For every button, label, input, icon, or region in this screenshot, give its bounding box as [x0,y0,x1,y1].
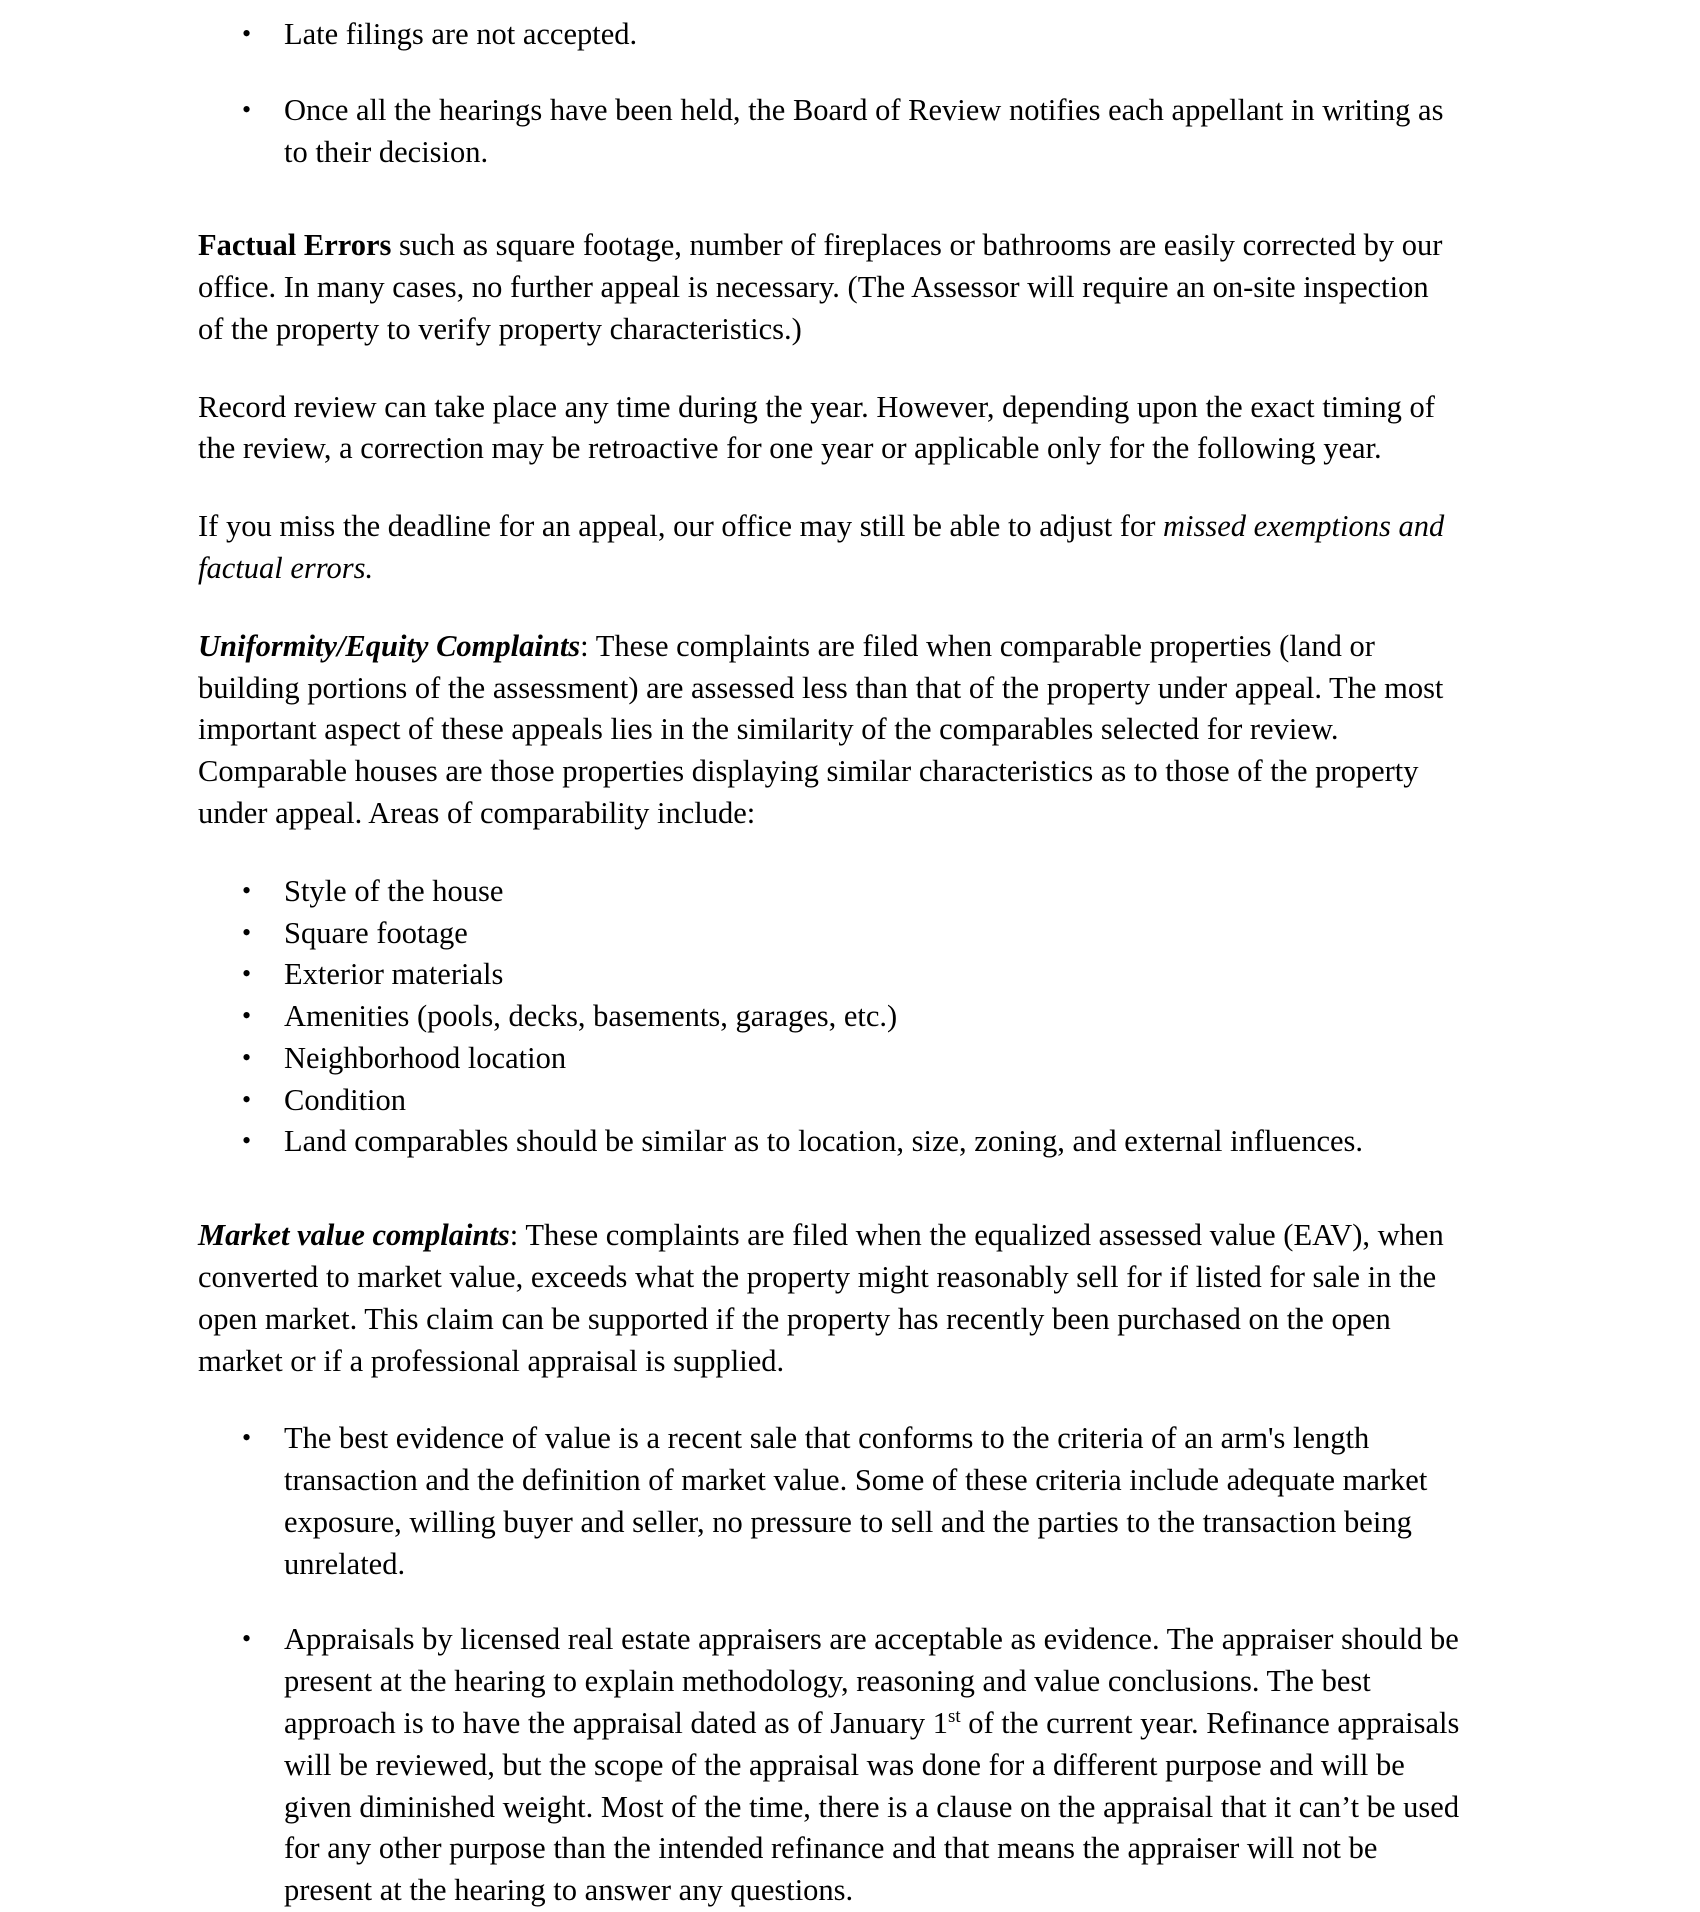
list-item-text: Exterior materials [284,957,504,992]
list-item [198,1080,1460,1122]
list-item [198,1418,1460,1585]
uniformity-colon: : [580,628,589,663]
uniformity-lead: Uniformity/Equity Complaints [198,628,581,663]
uniformity-body: These complaints are filed when comparable properties (land or building portions of the assessment) are assessed less than that of the property under appeal. The most important aspect of these appeals lies in the similarity of the comparables selected for review. Comparable houses are those properties displaying similar characteristics as to those of the property under appeal. Areas of comparability include: [198,628,1444,830]
bullet-icon: • [242,19,252,48]
factual-errors-lead: Factual Errors [198,228,392,263]
bullet-icon: • [242,875,252,905]
bullet-icon: • [242,1084,252,1114]
comparability-bullet-list [198,871,1460,1163]
factual-errors-paragraph [198,225,1460,350]
market-value-body: These complaints are filed when the equalized assessed value (EAV), when converted to market value, exceeds what the property might reasonably sell for if listed for sale in the open market. This claim can be supported if the property has recently been purchased on the open market or if a professional appraisal is supplied. [198,1218,1444,1378]
factual-errors-body: such as square footage, number of fireplaces or bathrooms are easily corrected by our office. In many cases, no further appeal is necessary. (The Assessor will require an on-site inspection of the property to verify property characteristics.) [198,228,1443,346]
list-item-text: Land comparables should be similar as to location, size, zoning, and external influences. [284,1124,1364,1159]
missed-deadline-emphasis: missed exemptions and factual errors. [198,509,1445,586]
section-spacer [198,1197,1460,1215]
bullet-icon: • [242,1423,252,1453]
bullet-icon: • [242,917,252,947]
ordinal-superscript: st [947,1705,961,1727]
list-item-text-part-one: Appraisals by licensed real estate appraisers are acceptable as evidence. The appraiser should be present at the hearing to explain methodology, reasoning and value conclusions. The best approach is to have the appraisal dated as of January 1 [284,1622,1459,1740]
record-review-paragraph: Record review can take place any time during the year. However, depending upon the exact timing of the review, a correction may be retroactive for one year or applicable only for the following year. [198,389,1435,466]
bullet-icon: • [242,94,252,124]
top-bullet-list [198,14,1460,173]
bullet-icon: • [242,1042,252,1072]
list-item [198,14,1460,56]
bullet-icon: • [242,959,252,989]
missed-deadline-body: If you miss the deadline for an appeal, our office may still be able to adjust for [198,509,1163,544]
list-item [198,1038,1460,1080]
list-item-text: Late filings are not accepted. [284,17,638,51]
list-item-text: The best evidence of value is a recent sale that conforms to the criteria of an arm's length transaction and the definition of market value. Some of these criteria include adequate market exposure, willing buyer and seller, no pressure to sell and the parties to the transaction being unrelated. [284,1421,1428,1581]
list-item [198,996,1460,1038]
list-item-text: Neighborhood location [284,1040,567,1075]
market-value-paragraph [198,1215,1460,1382]
bullet-icon: • [242,1001,252,1031]
market-value-lead: Market value complaints [198,1218,510,1253]
market-value-colon: : [509,1218,519,1253]
list-item [198,913,1460,955]
document-body [198,14,1460,1912]
evidence-bullet-list [198,1418,1460,1912]
bullet-icon: • [242,1126,252,1156]
list-item-text: Square footage [284,915,468,950]
list-item [198,954,1460,996]
list-item [198,1121,1460,1163]
uniformity-paragraph [198,626,1460,835]
list-item-text-part-two: of the current year. Refinance appraisals will be reviewed, but the scope of the appraisal was done for a different purpose and will be given diminished weight. Most of the time, there is a clause on the appraisal that it can’t be used for any other purpose than the intended refinance and that means the appraiser will not be present at the hearing to answer any questions. [284,1706,1460,1908]
list-item [198,1619,1460,1911]
list-item [198,90,1460,174]
list-item-text: Style of the house [284,873,504,908]
missed-deadline-paragraph [198,506,1460,590]
list-item-text: Once all the hearings have been held, the Board of Review notifies each appellant in writing as to their decision. [284,92,1444,169]
list-item [198,871,1460,913]
list-item-text: Amenities (pools, decks, basements, garages, etc.) [284,999,898,1034]
list-item-text: Condition [284,1082,407,1117]
section-spacer [198,207,1460,225]
bullet-icon: • [242,1624,252,1654]
